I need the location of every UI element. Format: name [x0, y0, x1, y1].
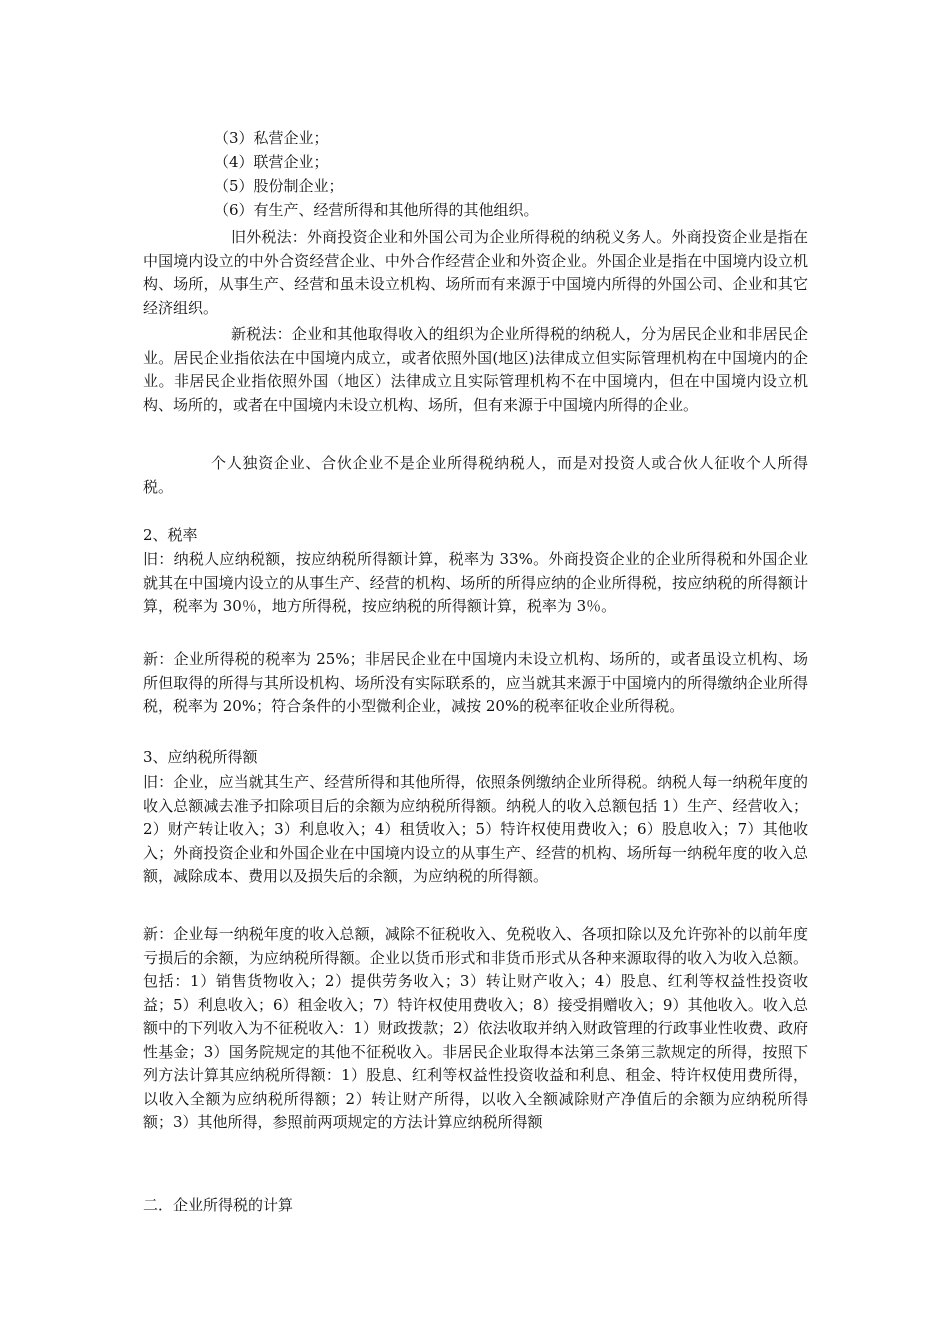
- sole-proprietorship-paragraph: 个人独资企业、合伙企业不是企业所得税纳税人，而是对投资人或合伙人征收个人所得税。: [143, 454, 808, 496]
- list-item: （3）私营企业；: [214, 129, 329, 147]
- old-foreign-law-paragraph: 旧外税法：外商投资企业和外国公司为企业所得税的纳税义务人。外商投资企业是指在中国境内设立的中外合资经营企业、中外合作经营企业和外资企业。外国企业是指在中国境内设立机构、场所，从事生产、经营和虽未设立机构、场所而有来源于中国境内所得的外国公司、企业和其它经济组织。: [143, 228, 808, 317]
- list-item: （5）股份制企业；: [214, 177, 344, 195]
- tax-rate-new-paragraph: 新：企业所得税的税率为 25%；非居民企业在中国境内未设立机构、场所的，或者虽设立机构、场所但取得的所得与其所设机构、场所没有实际联系的，应当就其来源于中国境内的所得缴纳企业所得税，税率为 20%；符合条件的小型微利企业，减按 20%的税率征收企业所得税。: [143, 650, 808, 715]
- new-law-paragraph: 新税法：企业和其他取得收入的组织为企业所得税的纳税人，分为居民企业和非居民企业。居民企业指依法在中国境内成立，或者依照外国(地区)法律成立但实际管理机构在中国境内的企业。非居民企业指依照外国（地区）法律成立且实际管理机构不在中国境内，但在中国境内设立机构、场所的，或者在中国境内未设立机构、场所，但有来源于中国境内所得的企业。: [143, 325, 808, 414]
- list-item: （4）联营企业；: [214, 153, 329, 171]
- list-item: （6）有生产、经营所得和其他所得的其他组织。: [214, 201, 539, 219]
- section-heading-tax-rate: 2、税率: [143, 526, 198, 544]
- section-heading-taxable-income: 3、应纳税所得额: [143, 748, 258, 766]
- tax-rate-old-paragraph: 旧：纳税人应纳税额，按应纳税所得额计算，税率为 33%。外商投资企业的企业所得税和外国企业就其在中国境内设立的从事生产、经营的机构、场所的所得应纳的企业所得税，按应纳税的所得额计算，税率为 30％，地方所得税，按应纳税的所得额计算，税率为 3％。: [143, 550, 808, 615]
- section-heading-calculation: 二．企业所得税的计算: [143, 1196, 294, 1214]
- taxable-income-new-paragraph: 新：企业每一纳税年度的收入总额，减除不征税收入、免税收入、各项扣除以及允许弥补的以前年度亏损后的余额，为应纳税所得额。企业以货币形式和非货币形式从各种来源取得的收入为收入总额。包括：1）销售货物收入；2）提供劳务收入；3）转让财产收入；4）股息、红利等权益性投资收益；5）利息收入；6）租金收入；7）特许权使用费收入；8）接受捐赠收入；9）其他收入。收入总额中的下列收入为不征税收入：1）财政拨款；2）依法收取并纳入财政管理的行政事业性收费、政府性基金；3）国务院规定的其他不征税收入。非居民企业取得本法第三条第三款规定的所得，按照下列方法计算其应纳税所得额：1）股息、红利等权益性投资收益和利息、租金、特许权使用费所得，以收入全额为应纳税所得额；2）转让财产所得，以收入全额减除财产净值后的余额为应纳税所得额；3）其他所得，参照前两项规定的方法计算应纳税所得额: [143, 925, 808, 1131]
- taxable-income-old-paragraph: 旧：企业，应当就其生产、经营所得和其他所得，依照条例缴纳企业所得税。纳税人每一纳税年度的收入总额减去准予扣除项目后的余额为应纳税所得额。纳税人的收入总额包括 1）生产、经营收入；2）财产转让收入；3）利息收入；4）租赁收入；5）特许权使用费收入；6）股息收入；7）其他收入；外商投资企业和外国企业在中国境内设立的从事生产、经营的机构、场所每一纳税年度的收入总额，减除成本、费用以及损失后的余额，为应纳税的所得额。: [143, 773, 808, 885]
